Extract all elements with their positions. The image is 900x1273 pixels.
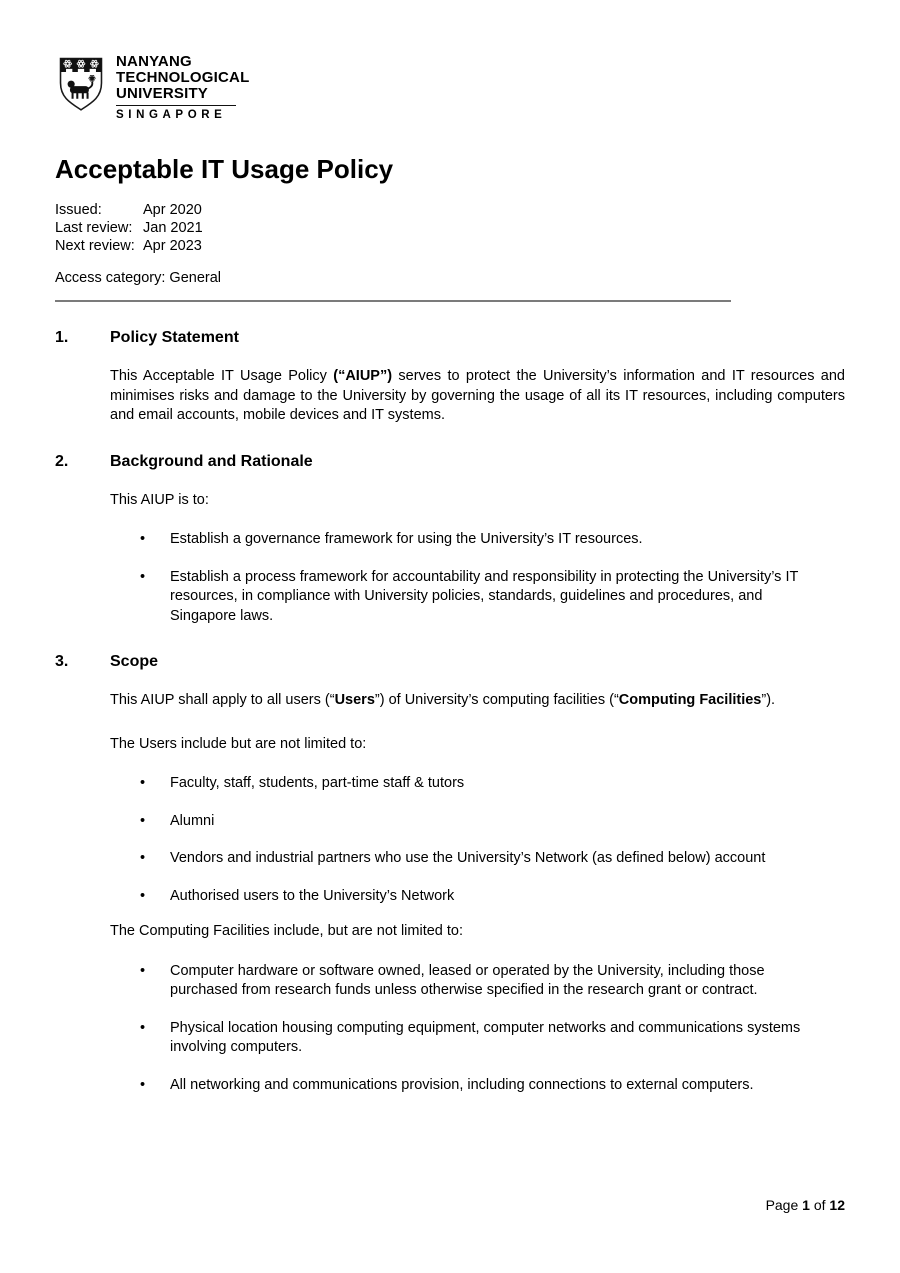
bullet-icon: • xyxy=(140,1076,146,1093)
section-2-title: Background and Rationale xyxy=(110,452,313,470)
section-3-heading xyxy=(55,652,845,671)
list-item xyxy=(140,568,823,627)
logo-divider xyxy=(116,105,236,106)
list-item-text: Computer hardware or software owned, leased or operated by the University, including those purchased from research funds unless otherwise specified in the research grant or contract. xyxy=(170,962,765,998)
logo-line-1: NANYANG xyxy=(116,53,192,70)
logo-wordmark xyxy=(116,52,249,121)
paragraph-segment: serves to protect the University’s information and IT resources and minimises risks and damage to the University by governing the usage of all its IT resources, including computers and email accounts, mobile devices and IT systems. xyxy=(110,368,845,423)
section-2-number: 2. xyxy=(55,452,69,470)
users-intro: The Users include but are not limited to: xyxy=(110,735,367,752)
facilities-intro: The Computing Facilities include, but are not limited to: xyxy=(110,923,464,939)
list-item xyxy=(140,1076,823,1096)
logo-line-2: TECHNOLOGICAL xyxy=(116,69,250,86)
section-1-heading xyxy=(55,328,845,347)
list-item-text: Establish a governance framework for using the University’s IT resources. xyxy=(170,531,643,547)
scope-paragraph xyxy=(110,691,845,711)
list-item-text: Faculty, staff, students, part-time staff & tutors xyxy=(170,775,465,791)
policy-statement-paragraph xyxy=(110,367,845,426)
list-item-text: Establish a process framework for accountability and responsibility in protecting the University’s IT resources, in compliance with University policies, standards, guidelines and procedures, and Singapore laws. xyxy=(170,568,799,624)
paragraph-segment-bold: Computing Facilities xyxy=(618,692,762,708)
section-3-number: 3. xyxy=(55,653,69,670)
section-2-intro: This AIUP is to: xyxy=(110,491,209,508)
bullet-icon: • xyxy=(140,850,146,866)
list-item xyxy=(140,887,823,907)
issued-value: Apr 2020 xyxy=(143,202,202,218)
paragraph-segment: ”). xyxy=(761,692,776,708)
list-item-text: All networking and communications provision, including connections to external computers. xyxy=(170,1076,754,1093)
list-item-text: Vendors and industrial partners who use the University’s Network (as defined below) account xyxy=(170,850,766,866)
list-item xyxy=(140,962,823,1001)
meta-row-next-review xyxy=(55,237,845,255)
access-category: Access category: General xyxy=(55,270,222,286)
list-item xyxy=(140,1019,823,1058)
paragraph-segment: This Acceptable IT Usage Policy xyxy=(110,368,334,384)
section-1-number: 1. xyxy=(55,329,69,346)
page-title: Acceptable IT Usage Policy xyxy=(55,154,394,184)
bullet-icon: • xyxy=(140,531,146,547)
bullet-icon: • xyxy=(140,568,146,585)
last-review-value: Jan 2021 xyxy=(143,220,203,236)
paragraph-segment-bold: (“AIUP”) xyxy=(333,368,393,384)
section-3-title: Scope xyxy=(110,653,159,670)
page-number-segment: Page xyxy=(765,1197,803,1213)
next-review-value: Apr 2023 xyxy=(143,238,202,254)
page-number-current: 1 xyxy=(802,1197,810,1213)
issued-label: Issued: xyxy=(55,202,102,218)
ntu-crest-icon xyxy=(55,52,107,114)
meta-row-issued xyxy=(55,201,845,219)
page-number-total: 12 xyxy=(829,1197,845,1213)
list-item-text: Physical location housing computing equipment, computer networks and communications systems involving computers. xyxy=(170,1019,801,1055)
header-separator xyxy=(55,300,731,302)
list-item-text: Alumni xyxy=(170,812,215,829)
bullet-icon: • xyxy=(140,962,146,979)
bullet-icon: • xyxy=(140,812,146,829)
next-review-label: Next review: xyxy=(55,238,135,254)
bullet-icon: • xyxy=(140,1019,146,1036)
paragraph-segment: This AIUP shall apply to all users (“ xyxy=(110,692,335,708)
page-number xyxy=(766,1196,845,1214)
list-item xyxy=(140,849,823,869)
ntu-logo xyxy=(55,52,845,121)
section-1-title: Policy Statement xyxy=(110,329,239,346)
list-item-text: Authorised users to the University’s Network xyxy=(170,887,455,904)
paragraph-segment: ”) of University’s computing facilities (“ xyxy=(374,692,619,708)
section-2-heading xyxy=(55,452,845,471)
last-review-label: Last review: xyxy=(55,220,133,236)
list-item xyxy=(140,812,823,832)
page-number-segment: of xyxy=(809,1197,830,1213)
logo-country: SINGAPORE xyxy=(116,109,227,121)
bullet-icon: • xyxy=(140,887,146,904)
paragraph-segment-bold: Users xyxy=(334,692,375,708)
meta-row-last-review xyxy=(55,219,845,237)
bullet-icon: • xyxy=(140,775,146,791)
list-item xyxy=(140,530,823,550)
list-item xyxy=(140,774,823,794)
document-meta xyxy=(55,201,845,255)
logo-line-3: UNIVERSITY xyxy=(116,85,209,102)
